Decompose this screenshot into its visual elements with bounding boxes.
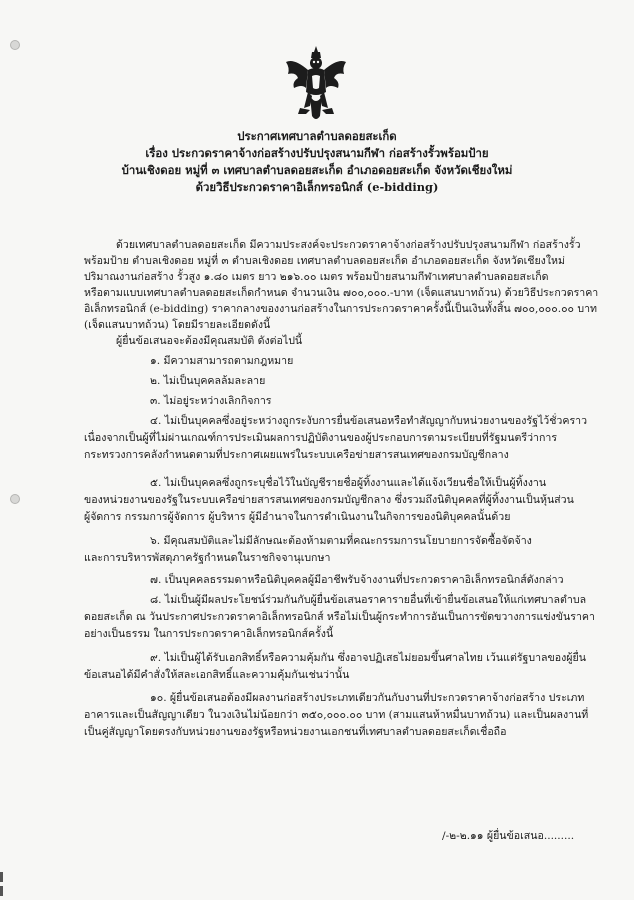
qualification-item: เป็นคู่สัญญาโดยตรงกับหน่วยงานของรัฐหรือหน่วยงานเอกชนที่เทศบาลตำบลดอยสะเก็ดเชื่อถือ bbox=[84, 726, 507, 738]
qualification-item: ๙. ไม่เป็นผู้ได้รับเอกสิทธิ์หรือความคุ้มกัน ซึ่งอาจปฏิเสธไม่ยอมขึ้นศาลไทย เว้นแต่รัฐบาลของผู้ยื่น bbox=[150, 652, 586, 664]
qualification-item: ๗. เป็นบุคคลธรรมดาหรือนิติบุคคลผู้มีอาชีพรับจ้างงานที่ประกวดราคาอิเล็กทรอนิกส์ดังกล่าว bbox=[150, 574, 564, 586]
announcement-heading: ประกาศเทศบาลตำบลดอยสะเก็ด bbox=[237, 129, 397, 143]
punch-hole bbox=[10, 494, 20, 504]
qualification-item: ๒. ไม่เป็นบุคคลล้มละลาย bbox=[150, 375, 266, 387]
punch-hole bbox=[10, 40, 20, 50]
intro-line: ด้วยเทศบาลตำบลดอยสะเก็ด มีความประสงค์จะประกวดราคาจ้างก่อสร้างปรับปรุงสนามกีฬา ก่อสร้างรั้ว bbox=[116, 239, 581, 251]
qualification-heading: ผู้ยื่นข้อเสนอจะต้องมีคุณสมบัติ ดังต่อไปนี้ bbox=[116, 335, 303, 347]
intro-line: อิเล็กทรอนิกส์ (e-bidding) ราคากลางของงานก่อสร้างในการประกวดราคาครั้งนี้เป็นเงินทั้งสิ้น ๗๐๐,๐๐๐.๐๐ บาท bbox=[84, 303, 598, 315]
qualification-item: และการบริหารพัสดุภาครัฐกำหนดในราชกิจจานุเบกษา bbox=[84, 552, 331, 564]
garuda-emblem bbox=[284, 44, 348, 124]
qualification-item: ๑๐. ผู้ยื่นข้อเสนอต้องมีผลงานก่อสร้างประเภทเดียวกันกับงานที่ประกวดราคาจ้างก่อสร้าง ประเภท bbox=[150, 692, 585, 704]
intro-line: พร้อมป้าย ตำบลเชิงดอย หมู่ที่ ๓ ตำบลเชิงดอย เทศบาลตำบลดอยสะเก็ด อำเภอดอยสะเก็ด จังหวัดเชียงใหม่ bbox=[84, 255, 565, 267]
intro-line: (เจ็ดแสนบาทถ้วน) โดยมีรายละเอียดดังนี้ bbox=[84, 319, 271, 331]
intro-line: หรือตามแบบเทศบาลตำบลดอยสะเก็ดกำหนด จำนวนเงิน ๗๐๐,๐๐๐.-บาท (เจ็ดแสนบาทถ้วน) ด้วยวิธีประกวดราคา bbox=[84, 287, 599, 299]
qualification-item: เนื่องจากเป็นผู้ที่ไม่ผ่านเกณฑ์การประเมินผลการปฏิบัติงานของผู้ประกอบการตามระเบียบที่รัฐมนตรีว่าการ bbox=[84, 432, 558, 444]
qualification-item: ๖. มีคุณสมบัติและไม่มีลักษณะต้องห้ามตามที่คณะกรรมการนโยบายการจัดซื้อจัดจ้าง bbox=[150, 535, 532, 547]
subject-line: เรื่อง ประกวดราคาจ้างก่อสร้างปรับปรุงสนามกีฬา ก่อสร้างรั้วพร้อมป้าย bbox=[145, 146, 489, 160]
intro-line: ปริมาณงานก่อสร้าง รั้วสูง ๑.๘๐ เมตร ยาว ๒๑๖.๐๐ เมตร พร้อมป้ายสนามกีฬาเทศบาลตำบลดอยสะเก็ด bbox=[84, 271, 549, 283]
location-line: บ้านเชิงดอย หมู่ที่ ๓ เทศบาลตำบลดอยสะเก็ด อำเภอดอยสะเก็ด จังหวัดเชียงใหม่ bbox=[121, 163, 513, 177]
qualification-item: ๑. มีความสามารถตามกฎหมาย bbox=[150, 355, 294, 367]
qualification-item: อาคารและเป็นสัญญาเดียว ในวงเงินไม่น้อยกว่า ๓๕๐,๐๐๐.๐๐ บาท (สามแสนห้าหมื่นบาทถ้วน) และเป็นผลงานที่ bbox=[84, 709, 589, 721]
qualification-item: อย่างเป็นธรรม ในการประกวดราคาอิเล็กทรอนิกส์ครั้งนี้ bbox=[84, 628, 334, 640]
margin-mark bbox=[0, 872, 3, 882]
qualification-item: ของหน่วยงานของรัฐในระบบเครือข่ายสารสนเทศของกรมบัญชีกลาง ซึ่งรวมถึงนิติบุคคลที่ผู้ทิ้งงานเป็นหุ้นส่วน bbox=[84, 494, 574, 506]
qualification-item: ๘. ไม่เป็นผู้มีผลประโยชน์ร่วมกันกับผู้ยื่นข้อเสนอราคารายอื่นที่เข้ายื่นข้อเสนอให้แก่เทศบาลตำบล bbox=[150, 594, 587, 606]
qualification-item: ดอยสะเก็ด ณ วันประกาศประกวดราคาอิเล็กทรอนิกส์ หรือไม่เป็นผู้กระทำการอันเป็นการขัดขวางการแข่งขันราคา bbox=[84, 611, 595, 623]
qualification-item: ผู้จัดการ กรรมการผู้จัดการ ผู้บริหาร ผู้มีอำนาจในการดำเนินงานในกิจการของนิติบุคคลนั้นด้วย bbox=[84, 511, 511, 523]
qualification-item: กระทรวงการคลังกำหนดตามที่ประกาศเผยแพร่ในระบบเครือข่ายสารสนเทศของกรมบัญชีกลาง bbox=[84, 449, 509, 461]
qualification-item: ๕. ไม่เป็นบุคคลซึ่งถูกระบุชื่อไว้ในบัญชีรายชื่อผู้ทิ้งงานและได้แจ้งเวียนชื่อให้เป็นผู้ทิ้งงาน bbox=[150, 477, 547, 489]
qualification-item: ๔. ไม่เป็นบุคคลซึ่งอยู่ระหว่างถูกระงับการยื่นข้อเสนอหรือทำสัญญากับหน่วยงานของรัฐไว้ชั่วคราว bbox=[150, 415, 588, 427]
qualification-item: ข้อเสนอได้มีคำสั่งให้สละเอกสิทธิ์และความคุ้มกันเช่นว่านั้น bbox=[84, 669, 350, 681]
qualification-item: ๓. ไม่อยู่ระหว่างเลิกกิจการ bbox=[150, 395, 272, 407]
page-continuation: /-๒-๒.๑๑ ผู้ยื่นข้อเสนอ......... bbox=[442, 830, 575, 842]
margin-mark bbox=[0, 886, 3, 896]
method-line: ด้วยวิธีประกวดราคาอิเล็กทรอนิกส์ (e-bidding) bbox=[195, 180, 439, 194]
